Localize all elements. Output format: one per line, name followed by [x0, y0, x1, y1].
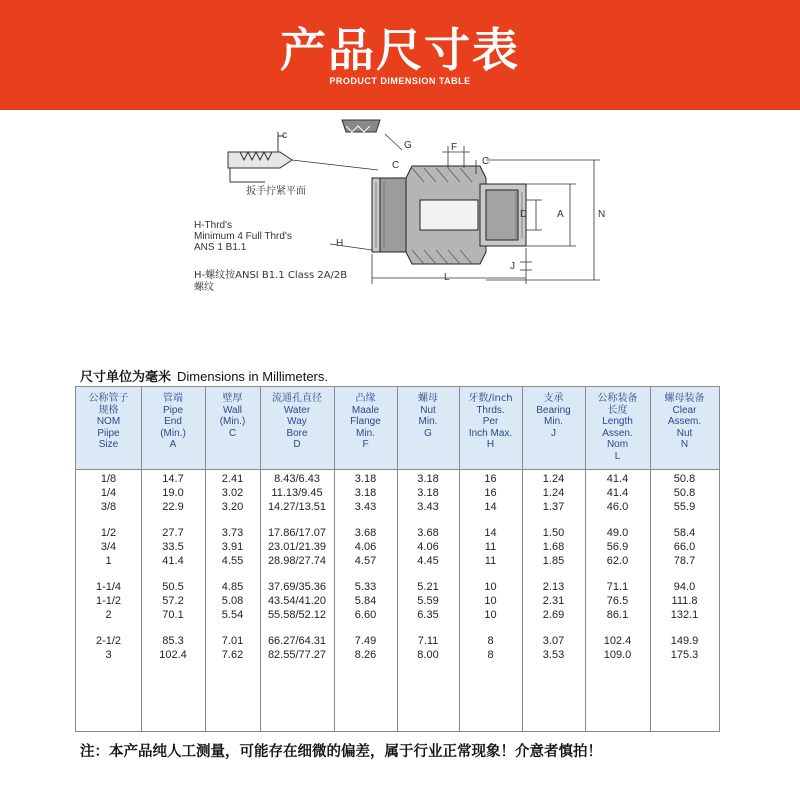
table-cell: 1-1/4 — [95, 581, 122, 593]
table-cell: 2 — [105, 609, 112, 621]
table-cell: 10 — [484, 595, 497, 607]
column-header-cn: 螺母 — [418, 393, 438, 404]
label-A: A — [557, 209, 564, 220]
column-header-cn: 牙数/inch — [468, 393, 513, 404]
table-cell: 1/4 — [100, 487, 117, 499]
table-cell: 4.45 — [417, 555, 439, 567]
table-cell: 10 — [484, 581, 497, 593]
union-drawing — [180, 112, 630, 312]
table-cell: 41.4 — [162, 555, 184, 567]
table-cell: 14.7 — [162, 473, 184, 485]
table-cell: 82.55/77.27 — [267, 649, 327, 661]
table-cell: 4.06 — [354, 541, 377, 553]
table-cell: 2-1/2 — [95, 635, 122, 647]
column-header-en: Length Assen. Nom L — [602, 416, 633, 462]
table-cell: 1.50 — [542, 527, 565, 539]
label-C1: C — [392, 160, 400, 171]
column-header — [76, 393, 141, 451]
table-cell: 1.24 — [542, 473, 565, 485]
table-cell: 11 — [484, 555, 497, 567]
table-cell: 109.0 — [603, 649, 632, 661]
table-cell: 23.01/21.39 — [267, 541, 327, 553]
table-cell: 8.00 — [417, 649, 439, 661]
table-cell: 1.85 — [542, 555, 565, 567]
table-heading — [80, 366, 328, 385]
table-cell: 111.8 — [671, 595, 698, 607]
table-cell: 132.1 — [670, 609, 699, 621]
table-cell: 71.1 — [606, 581, 629, 593]
column-header — [397, 393, 459, 439]
table-cell: 7.11 — [417, 635, 439, 647]
table-cell: 3 — [105, 649, 112, 661]
table-cell: 5.33 — [354, 581, 377, 593]
column-header — [260, 393, 334, 451]
table-cell: 3.18 — [417, 487, 439, 499]
column-header-en: Wall (Min.) C — [219, 404, 246, 439]
table-cell: 3.07 — [542, 635, 565, 647]
table-cell: 10 — [484, 609, 497, 621]
column-header — [334, 393, 397, 451]
table-cell: 14 — [484, 501, 497, 513]
table-cell: 4.06 — [417, 541, 439, 553]
table-cell: 76.5 — [606, 595, 629, 607]
label-L: L — [444, 272, 450, 283]
table-cell: 22.9 — [162, 501, 184, 513]
table-cell: 2.13 — [542, 581, 565, 593]
label-N: N — [598, 209, 606, 220]
column-header-cn: 凸缘 — [355, 393, 376, 404]
table-cell: 66.0 — [673, 541, 696, 553]
column-header-cn: 支承 — [543, 393, 564, 404]
column-header — [650, 393, 719, 451]
label-G: G — [404, 140, 412, 151]
table-cell: 1/8 — [100, 473, 117, 485]
label-F: F — [451, 142, 458, 153]
table-cell: 46.0 — [606, 501, 629, 513]
table-cell: 2.31 — [542, 595, 565, 607]
column-header-cn: 流通孔直径 — [272, 393, 322, 404]
table-cell: 2.41 — [221, 473, 244, 485]
label-J: J — [510, 261, 515, 272]
column-header-en: Bearing Min. J — [536, 404, 571, 439]
table-cell: 14.27/13.51 — [267, 501, 327, 513]
table-cell: 4.55 — [221, 555, 244, 567]
table-cell: 56.9 — [606, 541, 629, 553]
table-cell: 3.18 — [417, 473, 439, 485]
label-thread-cn-1: H-螺纹按ANSI B1.1 Class 2A/2B — [194, 270, 348, 281]
table-cell: 3.68 — [354, 527, 377, 539]
column-header — [585, 393, 650, 462]
table-cell: 3.68 — [417, 527, 439, 539]
column-header-en: Clear Assem. Nut N — [667, 404, 702, 450]
table-cell: 1/2 — [100, 527, 117, 539]
table-cell: 6.60 — [354, 609, 377, 621]
column-header — [141, 393, 205, 451]
table-cell: 5.84 — [354, 595, 377, 607]
table-cell: 37.69/35.36 — [267, 581, 327, 593]
column-header-cn: 公称管子 规格 — [88, 393, 129, 416]
dimension-table — [75, 386, 720, 732]
table-cell: 8.43/6.43 — [274, 473, 320, 485]
thread-tooth-sketch — [342, 120, 380, 132]
column-header-en: Nut Min. G — [418, 404, 438, 439]
table-cell: 14 — [484, 527, 497, 539]
table-cell: 5.21 — [417, 581, 439, 593]
table-cell: 175.3 — [670, 649, 699, 661]
column-header — [522, 393, 585, 439]
table-cell: 3.91 — [221, 541, 244, 553]
table-cell: 78.7 — [673, 555, 696, 567]
table-cell: 33.5 — [162, 541, 184, 553]
table-cell: 7.01 — [221, 635, 244, 647]
table-cell: 19.0 — [162, 487, 184, 499]
table-cell: 1 — [105, 555, 112, 567]
label-c-top: c — [282, 130, 287, 141]
table-cell: 57.2 — [162, 595, 184, 607]
table-cell: 3/8 — [100, 501, 117, 513]
table-cell: 16 — [484, 487, 497, 499]
label-H: H — [336, 238, 344, 249]
table-heading-cn: 尺寸单位为毫米 — [80, 370, 172, 385]
column-header — [205, 393, 260, 439]
table-cell: 1.37 — [542, 501, 565, 513]
label-thread-en-1: H-Thrd's — [194, 220, 233, 231]
table-cell: 149.9 — [670, 635, 699, 647]
label-wrench-flat: 扳手拧紧平面 — [246, 186, 306, 197]
table-cell: 27.7 — [162, 527, 184, 539]
label-D: D — [520, 209, 528, 220]
column-header-cn: 螺母装备 — [664, 393, 705, 404]
table-cell: 50.8 — [673, 473, 696, 485]
table-cell: 7.49 — [354, 635, 377, 647]
table-cell: 8 — [487, 635, 494, 647]
column-header-en: NOM Piipe Size — [96, 416, 121, 450]
table-cell: 43.54/41.20 — [267, 595, 327, 607]
table-cell: 17.86/17.07 — [267, 527, 327, 539]
table-cell: 6.35 — [417, 609, 439, 621]
column-header-en: Thrds. Per Inch Max. H — [468, 404, 513, 450]
table-cell: 3.20 — [221, 501, 244, 513]
column-header-cn: 公称装备 长度 — [597, 393, 638, 416]
table-cell: 58.4 — [673, 527, 696, 539]
page-title: 产品尺寸表 — [280, 23, 520, 77]
table-cell: 1-1/2 — [95, 595, 122, 607]
table-cell: 85.3 — [162, 635, 184, 647]
table-cell: 3.73 — [221, 527, 244, 539]
table-cell: 3.18 — [354, 487, 377, 499]
label-thread-en-3: ANS 1 B1.1 — [194, 242, 247, 253]
column-header-en: Maale Flange Min. F — [350, 404, 381, 450]
table-cell: 16 — [484, 473, 497, 485]
table-cell: 49.0 — [606, 527, 629, 539]
label-C2: C — [482, 156, 490, 167]
table-cell: 50.8 — [673, 487, 696, 499]
table-cell: 102.4 — [159, 649, 187, 661]
table-cell: 7.62 — [221, 649, 244, 661]
table-heading-en: Dimensions in Millimeters. — [177, 369, 328, 384]
table-cell: 102.4 — [603, 635, 632, 647]
table-cell: 8.26 — [354, 649, 377, 661]
table-cell: 41.4 — [606, 487, 629, 499]
column-header — [459, 393, 522, 451]
table-cell: 4.57 — [354, 555, 377, 567]
table-cell: 1.68 — [542, 541, 565, 553]
table-cell: 5.59 — [417, 595, 439, 607]
table-cell: 8 — [487, 649, 494, 661]
table-cell: 11 — [484, 541, 497, 553]
title-banner — [0, 0, 800, 110]
label-thread-en-2: Minimum 4 Full Thrd's — [194, 231, 292, 242]
table-cell: 66.27/64.31 — [267, 635, 327, 647]
table-cell: 11.13/9.45 — [271, 487, 323, 499]
table-cell: 3.53 — [542, 649, 565, 661]
table-cell: 50.5 — [162, 581, 184, 593]
column-header-en: Pipe End (Min.) A — [160, 404, 186, 450]
page-subtitle: PRODUCT DIMENSION TABLE — [329, 76, 471, 86]
table-cell: 86.1 — [606, 609, 629, 621]
table-cell: 5.54 — [221, 609, 244, 621]
table-cell: 3.18 — [354, 473, 377, 485]
table-cell: 62.0 — [606, 555, 629, 567]
table-cell: 5.08 — [221, 595, 244, 607]
table-cell: 70.1 — [162, 609, 184, 621]
table-cell: 55.9 — [673, 501, 696, 513]
table-cell: 2.69 — [542, 609, 565, 621]
column-header-en: Water Way Bore D — [283, 404, 311, 450]
table-cell: 4.85 — [221, 581, 244, 593]
column-header-cn: 壁厚 — [222, 393, 243, 404]
union-body — [372, 166, 526, 264]
table-cell: 94.0 — [673, 581, 696, 593]
table-cell: 41.4 — [606, 473, 629, 485]
disclaimer-note: 注：本产品纯人工测量，可能存在细微的偏差，属于行业正常现象！介意者慎拍！ — [80, 744, 602, 760]
table-cell: 28.98/27.74 — [267, 555, 327, 567]
table-cell: 3.43 — [354, 501, 377, 513]
column-header-cn: 管端 — [163, 393, 183, 404]
table-cell: 1.24 — [542, 487, 565, 499]
label-thread-cn-2: 螺纹 — [194, 282, 214, 293]
table-cell: 3.43 — [417, 501, 439, 513]
table-cell: 3/4 — [100, 541, 117, 553]
table-cell: 3.02 — [221, 487, 244, 499]
table-cell: 55.58/52.12 — [267, 609, 327, 621]
